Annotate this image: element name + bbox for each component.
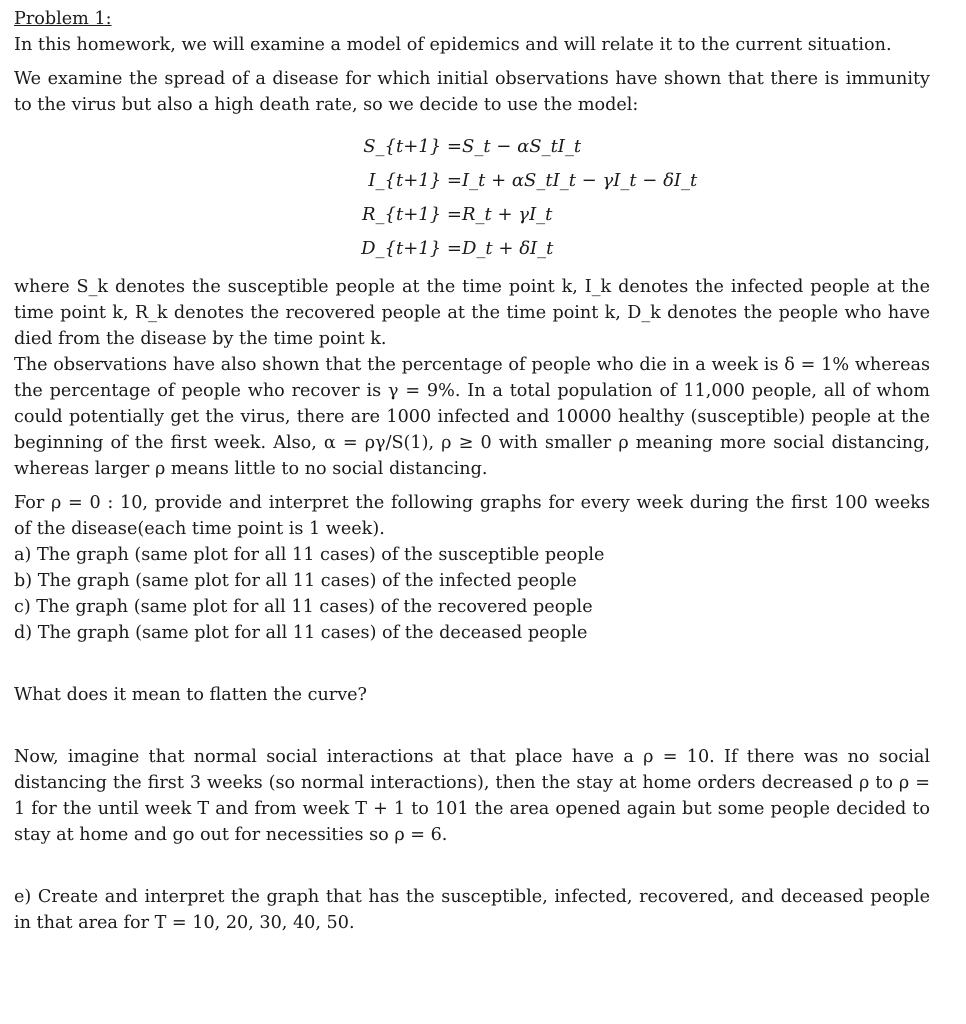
equation-infected <box>14 164 930 198</box>
task-item-e: e) Create and interpret the graph that has the susceptible, infected, recovered, and deceased people in that area for T = 10, 20, 30, 40, 50. <box>14 887 930 933</box>
problem-page <box>14 6 930 936</box>
scenario-paragraph: Now, imagine that normal social interactions at that place have a ρ = 10. If there was no social distancing the first 3 weeks (so normal interactions), then the stay at home orders decreased ρ to ρ = 1 for the until week T and from week T + 1 to 101 the area opened again but some people decided to stay at home and go out for necessities so ρ = 6. <box>14 747 930 845</box>
task-item-c: c) The graph (same plot for all 11 cases) of the recovered people <box>14 597 593 617</box>
equation-rhs: D_t + δI_t <box>462 238 554 259</box>
task-item-b: b) The graph (same plot for all 11 cases) of the infected people <box>14 571 577 591</box>
task-intro-paragraph: For ρ = 0 : 10, provide and interpret the following graphs for every week during the first 100 weeks of the disease(each time point is 1 week). <box>14 493 930 539</box>
equation-deceased <box>14 232 930 266</box>
model-intro-paragraph: We examine the spread of a disease for which initial observations have shown that there is immunity to the virus but also a high death rate, so we decide to use the model: <box>14 69 930 115</box>
task-item-a: a) The graph (same plot for all 11 cases) of the susceptible people <box>14 545 605 565</box>
problem-title: Problem 1: <box>14 9 112 29</box>
equation-lhs: I_{t+1} = <box>368 170 462 191</box>
equation-recovered <box>14 198 930 232</box>
observations-paragraph: The observations have also shown that the percentage of people who die in a week is δ = 1% whereas the percentage of people who recover is γ = 9%. In a total population of 11,000 people, all of whom could potentially get the virus, there are 1000 infected and 10000 healthy (susceptible) people at the beginning of the first week. Also, α = ργ/S(1), ρ ≥ 0 with smaller ρ meaning more social distancing, whereas larger ρ means little to no social distancing. <box>14 355 930 479</box>
equation-lhs: R_{t+1} = <box>361 204 462 225</box>
equation-rhs: R_t + γI_t <box>462 204 553 225</box>
flatten-curve-question: What does it mean to flatten the curve? <box>14 685 367 705</box>
definitions-paragraph: where S_k denotes the susceptible people at the time point k, I_k denotes the infected people at the time point k, R_k denotes the recovered people at the time point k, D_k denotes the people who have died from the disease by the time point k. <box>14 277 930 349</box>
equation-rhs: S_t − αS_tI_t <box>462 136 582 157</box>
equation-susceptible <box>14 130 930 164</box>
equation-lhs: S_{t+1} = <box>363 136 462 157</box>
intro-paragraph: In this homework, we will examine a model of epidemics and will relate it to the current situation. <box>14 35 892 55</box>
equation-block <box>14 130 930 266</box>
equation-lhs: D_{t+1} = <box>361 238 462 259</box>
task-item-d: d) The graph (same plot for all 11 cases) of the deceased people <box>14 623 588 643</box>
equation-rhs: I_t + αS_tI_t − γI_t − δI_t <box>462 170 698 191</box>
